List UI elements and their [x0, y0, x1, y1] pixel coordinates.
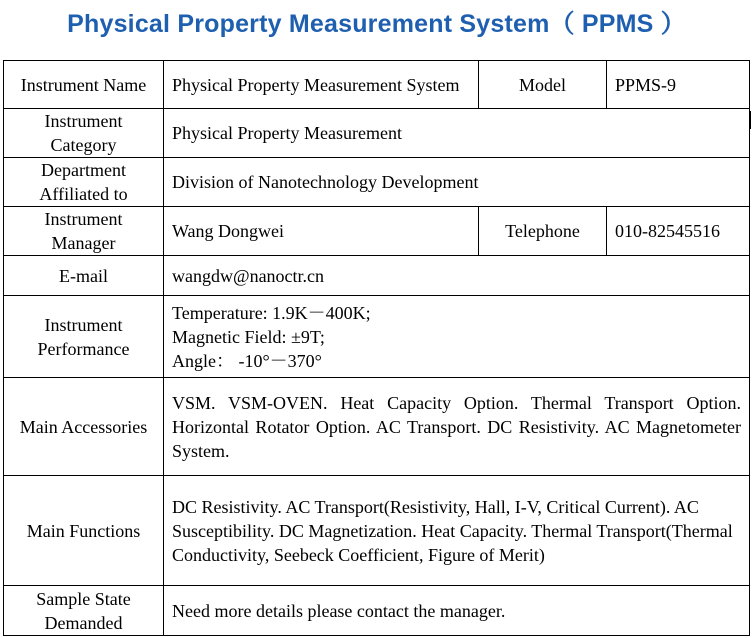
functions-value: DC Resistivity. AC Transport(Resistivity, Hall, I-V, Critical Current). AC Susceptibility. DC Magnetization. Heat Capacity. Thermal Transport(Thermal Conductivity, Seebeck Coefficient, Figure of Merit)	[164, 476, 750, 586]
table-row-email	[4, 256, 750, 296]
table-row-accessories	[4, 378, 750, 476]
text-cursor	[749, 111, 751, 129]
performance-value	[164, 296, 750, 378]
telephone-value: 010-82545516	[607, 207, 750, 256]
manager-value: Wang Dongwei	[164, 207, 479, 256]
model-value: PPMS-9	[607, 61, 750, 109]
instrument-name-label: Instrument Name	[4, 61, 164, 109]
performance-label: Instrument Performance	[4, 296, 164, 378]
email-value: wangdw@nanoctr.cn	[164, 256, 750, 296]
department-value: Division of Nanotechnology Development	[164, 158, 750, 207]
functions-label: Main Functions	[4, 476, 164, 586]
performance-magnetic-field: Magnetic Field: ±9T;	[172, 326, 325, 347]
table-row-sample-state	[4, 586, 750, 636]
table-row-manager	[4, 207, 750, 256]
table-row-instrument-category	[4, 109, 750, 158]
sample-state-label: Sample State Demanded	[4, 586, 164, 636]
instrument-category-value: Physical Property Measurement	[164, 109, 750, 158]
instrument-category-label: Instrument Category	[4, 109, 164, 158]
manager-label: Instrument Manager	[4, 207, 164, 256]
instrument-name-value: Physical Property Measurement System	[164, 61, 479, 109]
table-row-instrument-name	[4, 61, 750, 109]
instrument-spec-table	[3, 60, 750, 636]
model-label: Model	[479, 61, 607, 109]
accessories-label: Main Accessories	[4, 378, 164, 476]
table-row-functions	[4, 476, 750, 586]
performance-temperature: Temperature: 1.9K－400K;	[172, 302, 371, 323]
department-label: Department Affiliated to	[4, 158, 164, 207]
page-title: Physical Property Measurement System（ PPMS ）	[67, 10, 686, 38]
sample-state-value: Need more details please contact the manager.	[164, 586, 750, 636]
accessories-value: VSM. VSM-OVEN. Heat Capacity Option. Thermal Transport Option. Horizontal Rotator Option. AC Transport. DC Resistivity. AC Magnetometer System.	[164, 378, 750, 476]
performance-angle: Angle： -10°－370°	[172, 350, 322, 371]
table-row-department	[4, 158, 750, 207]
telephone-label: Telephone	[479, 207, 607, 256]
table-row-performance	[4, 296, 750, 378]
email-label: E-mail	[4, 256, 164, 296]
